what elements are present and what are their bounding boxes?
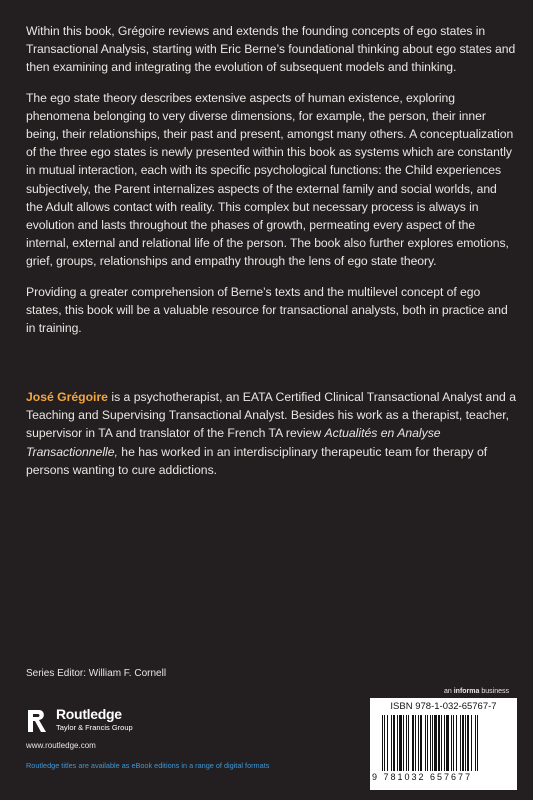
- informa-prefix: an: [444, 688, 454, 695]
- author-bio: [26, 388, 516, 479]
- barcode-bar: [444, 715, 445, 771]
- barcode-bar: [393, 715, 395, 771]
- barcode-bar: [418, 715, 419, 771]
- series-editor: Series Editor: William F. Cornell: [26, 668, 167, 679]
- barcode-bar: [384, 715, 385, 771]
- barcode-bar: [462, 715, 464, 771]
- barcode-bar: [432, 715, 433, 771]
- blurb-paragraph-3: Providing a greater comprehension of Berne’s texts and the multilevel concept of ego states, this book will be a valuable resource for transactional analysts, both in practice and in training.: [26, 284, 508, 336]
- barcode-bar: [420, 715, 422, 771]
- barcode-bar: [415, 715, 416, 771]
- back-cover-blurb: [26, 22, 516, 349]
- barcode-bar: [387, 715, 388, 771]
- barcode-digits: 9 781032 657677: [372, 772, 473, 782]
- barcode-bar: [425, 715, 426, 771]
- barcode-bars: [382, 715, 505, 771]
- informa-business: [444, 688, 509, 695]
- informa-suffix: business: [479, 688, 509, 695]
- barcode-bar: [412, 715, 414, 771]
- barcode-bar: [382, 715, 383, 771]
- barcode-bar: [467, 715, 469, 771]
- ebook-note: Routledge titles are available as eBook editions in a range of digital formats: [26, 761, 270, 770]
- barcode-bar: [397, 715, 398, 771]
- author-bio-journal: Actualités en Analyse Transactionnelle,: [26, 426, 441, 459]
- barcode-bar: [477, 715, 478, 771]
- blurb-paragraph-1: Within this book, Grégoire reviews and extends the founding concepts of ego states in Transactional Analysis, starting with Eric Berne’s foundational thinking about ego states and then examining and integrating the evolution of subsequent models and thinking.: [26, 24, 516, 75]
- barcode-bar: [399, 715, 402, 771]
- barcode-bar: [475, 715, 476, 771]
- barcode-bar: [465, 715, 466, 771]
- barcode-bar: [451, 715, 452, 771]
- barcode-bar: [406, 715, 407, 771]
- barcode-bar: [438, 715, 440, 771]
- barcode-bar: [453, 715, 454, 771]
- barcode-bar: [403, 715, 404, 771]
- barcode-bar: [456, 715, 457, 771]
- isbn-label: ISBN 978-1-032-65767-7: [390, 701, 497, 712]
- author-name: José Grégoire: [26, 390, 108, 404]
- barcode-bar: [408, 715, 409, 771]
- barcode-bar: [460, 715, 461, 771]
- barcode-bar: [391, 715, 392, 771]
- informa-brand: informa: [453, 688, 480, 695]
- barcode: [370, 698, 517, 790]
- blurb-paragraph-2: The ego state theory describes extensive aspects of human existence, exploring phenomena belonging to very diverse dimensions, for example, the person, their inner being, their relationships, their past and present, amongst many others. A conceptualization of the three ego states is newly presented within this book as systems which are constantly in mutual interaction, each with its specific psychological functions: the Child experiences subjectively, the Parent internalizes aspects of the external family and social worlds, and the Adult allows contact with reality. This complex but necessary process is always in evolution and lasts throughout the phases of growth, permeating every aspect of the internal, external and relational life of the person. The book also further explores emotions, grief, groups, relationships and empathy through the lens of ego state theory.: [26, 90, 514, 269]
- publisher-name: Routledge: [56, 706, 122, 722]
- barcode-bar: [434, 715, 437, 771]
- barcode-bar: [446, 715, 449, 771]
- barcode-bar: [441, 715, 442, 771]
- barcode-bar: [471, 715, 472, 771]
- author-bio-text: is a psychotherapist, an EATA Certified Clinical Transactional Analyst and a Teaching and Supervising Transactional Analyst. Besides his work as a therapist, teacher, supervisor in TA and translator of the French TA review: [26, 390, 517, 441]
- barcode-bar: [430, 715, 431, 771]
- author-bio-text-end: he has worked in an interdisciplinary therapeutic team for therapy of persons wanting to cure addictions.: [26, 444, 488, 477]
- routledge-r-icon: [26, 708, 48, 734]
- publisher-url: www.routledge.com: [26, 741, 96, 750]
- publisher-group: Taylor & Francis Group: [56, 723, 133, 732]
- barcode-bar: [427, 715, 428, 771]
